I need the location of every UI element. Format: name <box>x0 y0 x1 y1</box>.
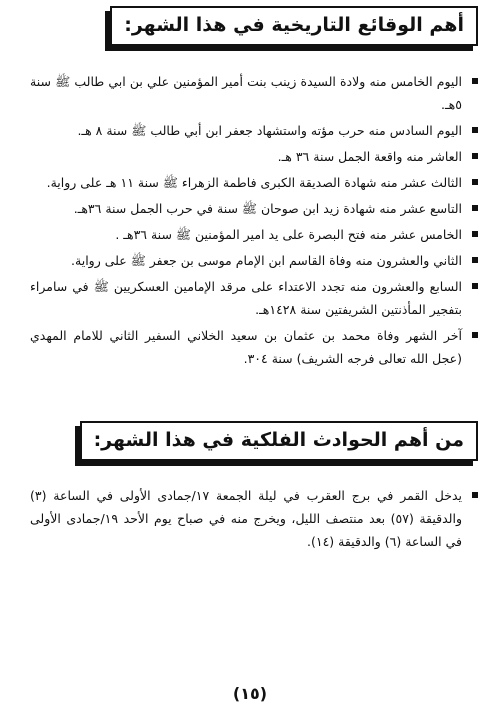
list-item-text: يدخل القمر في برج العقرب في ليلة الجمعة ١٧/جمادى الأولى في الساعة (٣) والدقيقة (٥٧) بعد منتصف الليل، ويخرج منه في صباح يوم الأحد ١٩/جمادى الأولى في الساعة (٦) والدقيقة (١٤). <box>30 488 462 549</box>
list-item <box>30 249 478 272</box>
bullet-icon <box>472 127 478 133</box>
bullet-icon <box>472 153 478 159</box>
list-item-text: العاشر منه واقعة الجمل سنة ٣٦ هـ. <box>277 149 462 164</box>
list-item-text: آخر الشهر وفاة محمد بن عثمان بن سعيد الخلاني السفير الثاني للامام المهدي (عجل الله تعالى فرجه الشريف) سنة ٣٠٤. <box>30 328 462 366</box>
list-item <box>30 197 478 220</box>
section-heading-historical: أهم الوقائع التاريخية في هذا الشهر: <box>110 6 478 46</box>
list-item <box>30 119 478 142</box>
historical-events-list <box>30 70 478 373</box>
list-item <box>30 223 478 246</box>
bullet-icon <box>472 231 478 237</box>
list-item-text: الخامس عشر منه فتح البصرة على يد امير المؤمنين ﷺ سنة ٣٦هـ . <box>115 227 462 242</box>
list-item-text: السابع والعشرون منه تجدد الاعتداء على مرقد الإمامين العسكريين ﷺ في سامراء بتفجير المأذنتين الشريفتين سنة ١٤٢٨هـ. <box>30 279 462 317</box>
list-item <box>30 171 478 194</box>
list-item-text: اليوم السادس منه حرب مؤته واستشهاد جعفر ابن أبي طالب ﷺ سنة ٨ هـ. <box>77 123 462 138</box>
bullet-icon <box>472 78 478 84</box>
section-heading-astronomical: من أهم الحوادث الفلكية في هذا الشهر: <box>80 421 478 461</box>
list-item-text: اليوم الخامس منه ولادة السيدة زينب بنت أمير المؤمنين علي بن ابي طالب ﷺ سنة ٥هـ. <box>30 74 462 112</box>
bullet-icon <box>472 205 478 211</box>
astronomical-events-list <box>30 484 478 553</box>
list-item-text: التاسع عشر منه شهادة زيد ابن صوحان ﷺ سنة في حرب الجمل سنة ٣٦هـ. <box>73 201 462 216</box>
bullet-icon <box>472 257 478 263</box>
list-item <box>30 145 478 168</box>
list-item-text: الثالث عشر منه شهادة الصديقة الكبرى فاطمة الزهراء ﷺ سنة ١١ هـ على رواية. <box>46 175 462 190</box>
list-item <box>30 275 478 321</box>
list-item <box>30 70 478 116</box>
bullet-icon <box>472 283 478 289</box>
list-item <box>30 324 478 370</box>
bullet-icon <box>472 332 478 338</box>
page-number: (١٥) <box>232 684 268 703</box>
bullet-icon <box>472 179 478 185</box>
list-item-text: الثاني والعشرون منه وفاة القاسم ابن الإمام موسى بن جعفر ﷺ على رواية. <box>71 253 462 268</box>
list-item <box>30 484 478 553</box>
bullet-icon <box>472 492 478 498</box>
